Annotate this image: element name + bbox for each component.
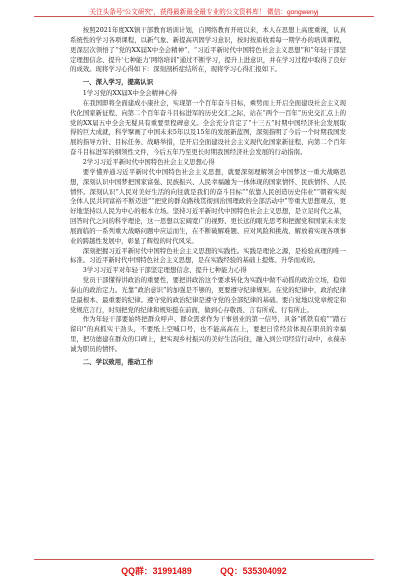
intro-paragraph: 按照2021年度XX镇干部教育培训计划，自网络教育开班以来，本人在思想上高度重视，认真系统性的学习各项课程，以新气象、新提高巩固学习意识，按时按质收看每一期学办的培训课程，更深层次领悟了“党的XX届X中全会精神”、“习近平新时代中国特色社会主义思想”和“年轻干部坚定理想信念、提升‘七种能力’网络培训”通过不断学习，提升上进意识，并在学习过程中取得了良好的成效。现将学习心得如下：深刻剖析症结所在，现将学习心得汇报如下。 [70, 26, 346, 74]
heading-one: 一、深入学习，提高认识 [82, 78, 154, 87]
footer-rule [34, 559, 374, 560]
paragraph-two: 要学懂弄通习近平新时代中国特色社会主义思想，就要深刻理解领会中国梦这一重大战略思想，深刻认识中国梦把国家富强、民族振兴、人民幸福融为一体体现的国家情怀、民族情怀、人民情怀。深刻认识“人民对美好生活的向往就是我们的奋斗目标”“依靠人民创造历史伟业”“朝着实现全体人民共同富裕不断迈进”“把党的群众路线贯彻到治国理政的全部活动中”等重大思想观点，更好地坚持以人民为中心的根本立场。坚持习近平新时代中国特色社会主义思想，是立足时代之基，回答时代之问的科学理论，这一思想以宏阔宽广的视野、更长远的眼光思考和把握党和国家未来发展面临的一系列重大战略问题中应运而生，在不断破解难题、应对风险和挑战、解放着实现各项事业的跨越性发展中，彰显了辉煌的时代风采。 [70, 167, 346, 245]
paragraph-four: 党员干部懂得讲政治的重要性，要把讲政治这个要求转化为实践中做不动摇的政治立场，稳如泰山的政治定力。光靠“政治意识”的加强是不够的，更要遵守纪律规矩。在党的纪律中，政治纪律是最根本、最重要的纪律。遵守党的政治纪律是遵守党的全部纪律的基础。要自觉地以党章规定和党规范言行，时刻把党的纪律和规矩挺在前面，做到心存敬畏、言有所戒、行有所止。 [70, 276, 346, 314]
document-body [70, 26, 346, 369]
heading-two: 二、学以致用，推动工作 [82, 357, 154, 366]
header-banner: 关注头条号“公文研究”，获得最新最全最专业的公文资料库！ 微信：gongwenyj [89, 9, 319, 16]
footer-contact: QQ群：31991489 QQ：535304092 [121, 566, 287, 576]
paragraph-one: 在我国即将全面建成小康社会，实现第一个百年奋斗目标，乘势而上开启全面建设社会主义现代化国家新征程、向第二个百年奋斗目标进军的历史交汇之际，站在“两个一百年”历史交汇点上的党的XX届五中全会无疑具有重要里程碑意义。全会充分肯定了“十三五”时期中国经济社会发展取得的巨大成就，科学擘画了中国未来5年以及15年的发展新蓝图，深刻指明了今后一个时期我国发展的指导方针、目标任务、战略举措，是开启全面建设社会主义现代化国家新征程、向第二个百年奋斗目标进军的纲领性文件，今后五年乃至更长时期我国经济社会发展的行动指南。 [70, 98, 346, 157]
subheading-one: 1学习党的XX届X中全会精神心得 [82, 89, 178, 98]
paragraph-three: 深刻把握习近平新时代中国特色社会主义思想的实践性。实践是理论之源，是检验真理的唯一标准。习近平新时代中国特色社会主义思想，是在实践经验的基础上提炼、升华而成的。 [70, 246, 346, 265]
paragraph-five: 作为年轻干部要始终把群众呼声、群众需求作为干事创业的第一信号，具备“抓铁有痕”“踏石留印”的真抓实干劲头，不要纸上空喊口号，也不能高高在上，要把日常经营体现在职员的幸福里，把功德建在群众的口碑上，把实现乡村振兴的美好生活向往，融入到公司经营行动中，永葆赤诚为职员的情怀。 [70, 315, 346, 353]
subheading-two: 2学习习近平新时代中国特色社会主义思想心得 [82, 157, 215, 166]
subheading-three: 3学习习近平对年轻干部坚定理想信念、提升七种能力心得 [82, 266, 247, 275]
header-rule [34, 16, 374, 17]
